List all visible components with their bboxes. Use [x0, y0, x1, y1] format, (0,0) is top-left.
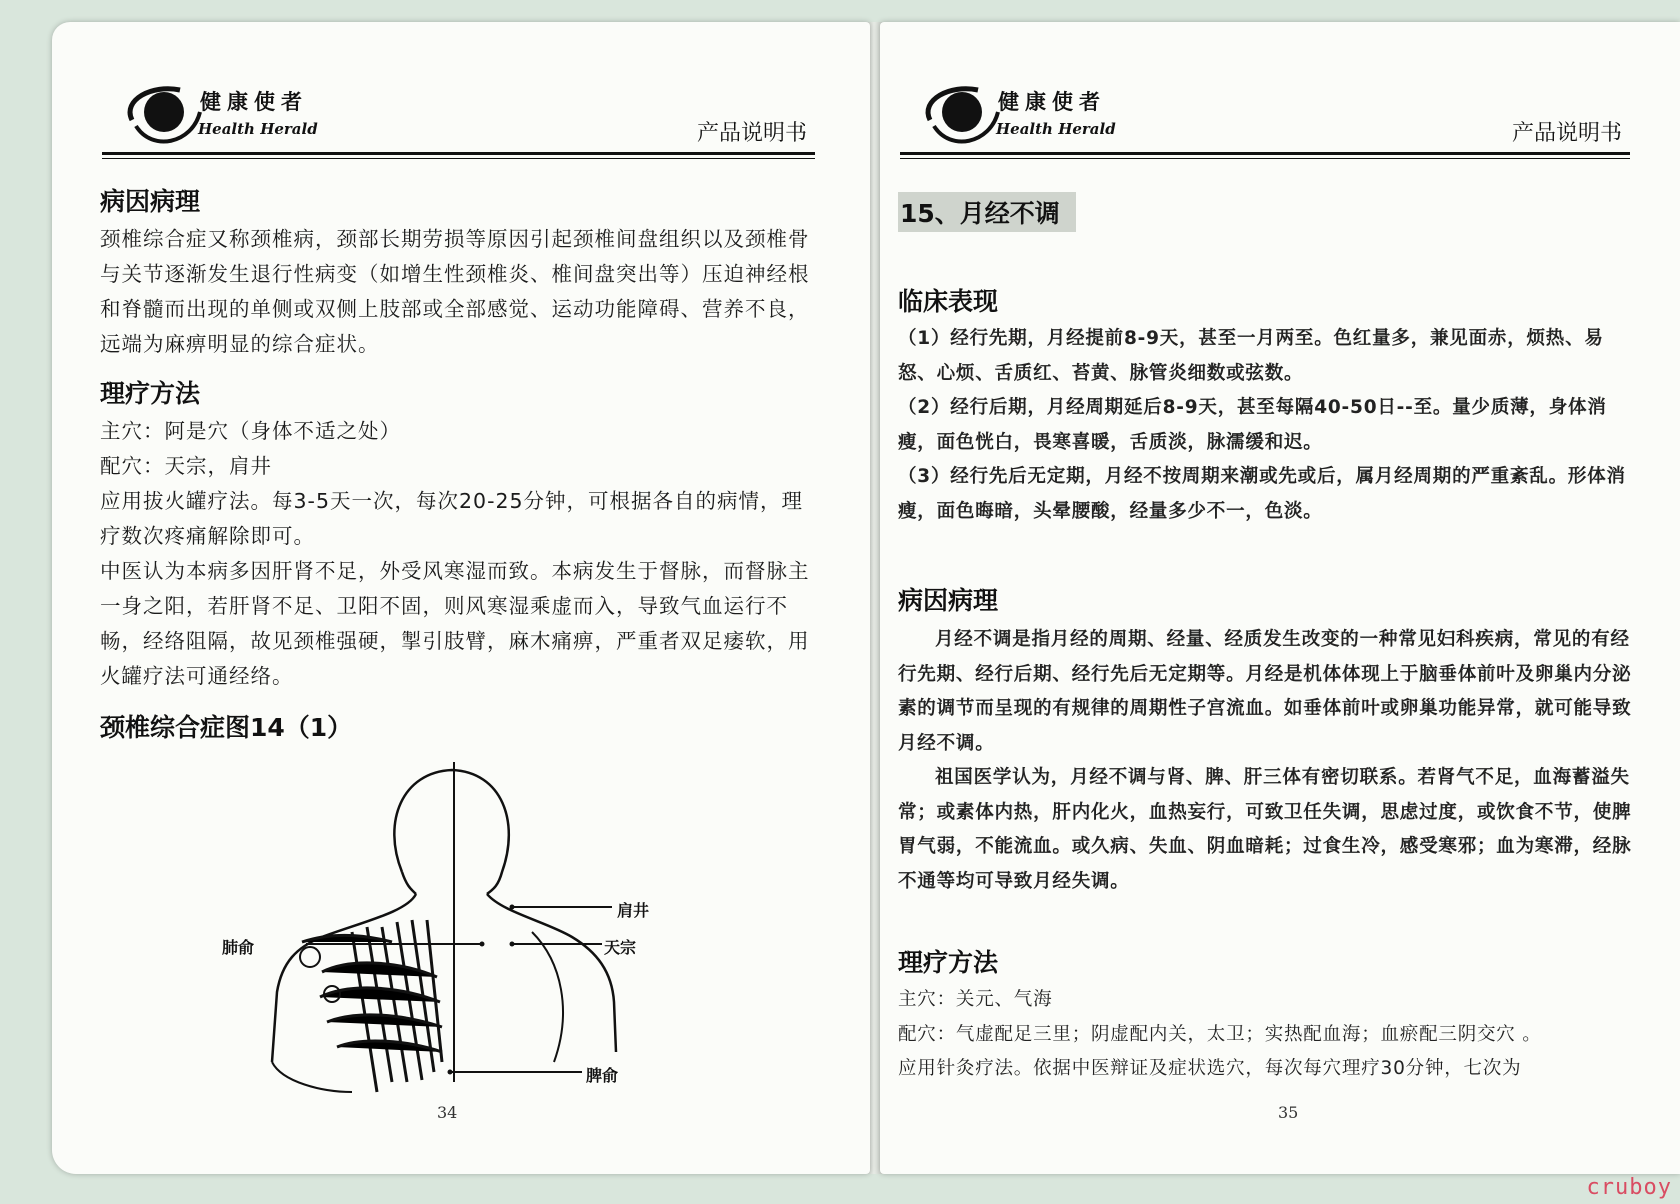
label-pishu: 脾俞 — [586, 1066, 619, 1085]
cause-heading: 病因病理 — [898, 586, 999, 615]
label-tianzong: 天宗 — [604, 938, 637, 957]
brand-name-en: Health Herald — [198, 120, 318, 138]
document-title: 产品说明书 — [696, 121, 807, 146]
document-title: 产品说明书 — [1511, 121, 1622, 146]
right-page-header — [900, 82, 1630, 162]
therapy-method: 应用针灸疗法。依据中医辩证及症状选穴，每次每穴理疗30分钟，七次为 — [898, 1058, 1522, 1079]
clinical-item-2: （2）经行后期，月经周期延后8-9天，甚至每隔40-50日--至。量少质薄，身体消瘦，面色恍白，畏寒喜暖，舌质淡，脉濡缓和迟。 — [898, 397, 1607, 453]
page-number-right: 35 — [1278, 1103, 1299, 1122]
page-number-left: 34 — [437, 1103, 458, 1122]
label-jianjing: 肩井 — [617, 901, 650, 920]
aux-acupoint: 配穴：天宗，肩井 — [100, 454, 272, 478]
health-herald-logo-icon — [122, 82, 212, 152]
header-rule-thin — [900, 158, 1630, 159]
brand-name-cn: 健康使者 — [200, 89, 308, 114]
watermark: cruboy — [1586, 1175, 1672, 1200]
clinical-item-3: （3）经行先后无定期，月经不按周期来潮或先或后，属月经周期的严重紊乱。形体消瘦，面色晦暗，头晕腰酸，经量多少不一，色淡。 — [898, 466, 1626, 522]
aux-acupoint: 配穴：气虚配足三里；阴虚配内关，太卫；实热配血海；血瘀配三阴交穴 。 — [898, 1023, 1542, 1045]
cause-paragraph-2: 祖国医学认为，月经不调与肾、脾、肝三体有密切联系。若肾气不足，血海蓄溢失常；或素体内热，肝内化火，血热妄行，可致卫任失调，思虑过度，或饮食不节，使脾胃气弱，不能流血。或久病、失血、阴血暗耗；过食生冷，感受寒邪；血为寒滞，经脉不通等均可导致月经失调。 — [898, 767, 1632, 892]
brand-name-en: Health Herald — [996, 120, 1116, 138]
left-page — [52, 22, 870, 1174]
cervical-spine-figure — [202, 762, 722, 1102]
header-rule-thin — [102, 158, 815, 159]
main-acupoint: 主穴：关元、气海 — [898, 989, 1053, 1010]
health-herald-logo-icon — [920, 82, 1010, 152]
clinical-heading: 临床表现 — [898, 287, 999, 316]
right-content — [898, 192, 1640, 1087]
cause-paragraph-1: 月经不调是指月经的周期、经量、经质发生改变的一种常见妇科疾病，常见的有经行先期、经行后期、经行先后无定期等。月经是机体体现上于脑垂体前叶及卵巢内分泌素的调节而呈现的有规律的周期性子宫流血。如垂体前叶或卵巢功能异常，就可能导致月经不调。 — [898, 629, 1632, 754]
clinical-item-1: （1）经行先期，月经提前8-9天，甚至一月两至。色红量多，兼见面赤，烦热、易怒、心烦、舌质红、苔黄、脉管炎细数或弦数。 — [898, 328, 1604, 384]
cause-paragraph: 颈椎综合症又称颈椎病，颈部长期劳损等原因引起颈椎间盘组织以及颈椎骨与关节逐渐发生退行性病变（如增生性颈椎炎、椎间盘突出等）压迫神经根和脊髓而出现的单侧或双侧上肢部或全部感觉、运动功能障碍、营养不良，远端为麻痹明显的综合症状。 — [100, 227, 810, 356]
header-rule — [102, 152, 815, 155]
therapy-method: 应用拔火罐疗法。每3-5天一次，每次20-25分钟，可根据各自的病情，理疗数次疼痛解除即可。 — [100, 489, 804, 548]
header-rule — [900, 152, 1630, 155]
label-feishu: 肺俞 — [222, 938, 255, 957]
brand-name-cn: 健康使者 — [998, 89, 1106, 114]
therapy-heading: 理疗方法 — [100, 379, 201, 408]
right-page — [880, 22, 1680, 1174]
cause-heading: 病因病理 — [100, 187, 201, 216]
left-content — [100, 182, 822, 744]
left-page-header — [102, 82, 815, 162]
therapy-heading: 理疗方法 — [898, 948, 999, 977]
figure-title: 颈椎综合症图14（1） — [100, 713, 353, 742]
tcm-explanation: 中医认为本病多因肝肾不足，外受风寒湿而致。本病发生于督脉，而督脉主一身之阳，若肝肾不足、卫阳不固，则风寒湿乘虚而入，导致气血运行不畅，经络阻隔，故见颈椎强硬，掣引肢臂，麻木痛痹，严重者双足痿软，用火罐疗法可通经络。 — [100, 559, 810, 688]
section-title: 15、月经不调 — [898, 192, 1076, 232]
main-acupoint: 主穴：阿是穴（身体不适之处） — [100, 419, 401, 443]
